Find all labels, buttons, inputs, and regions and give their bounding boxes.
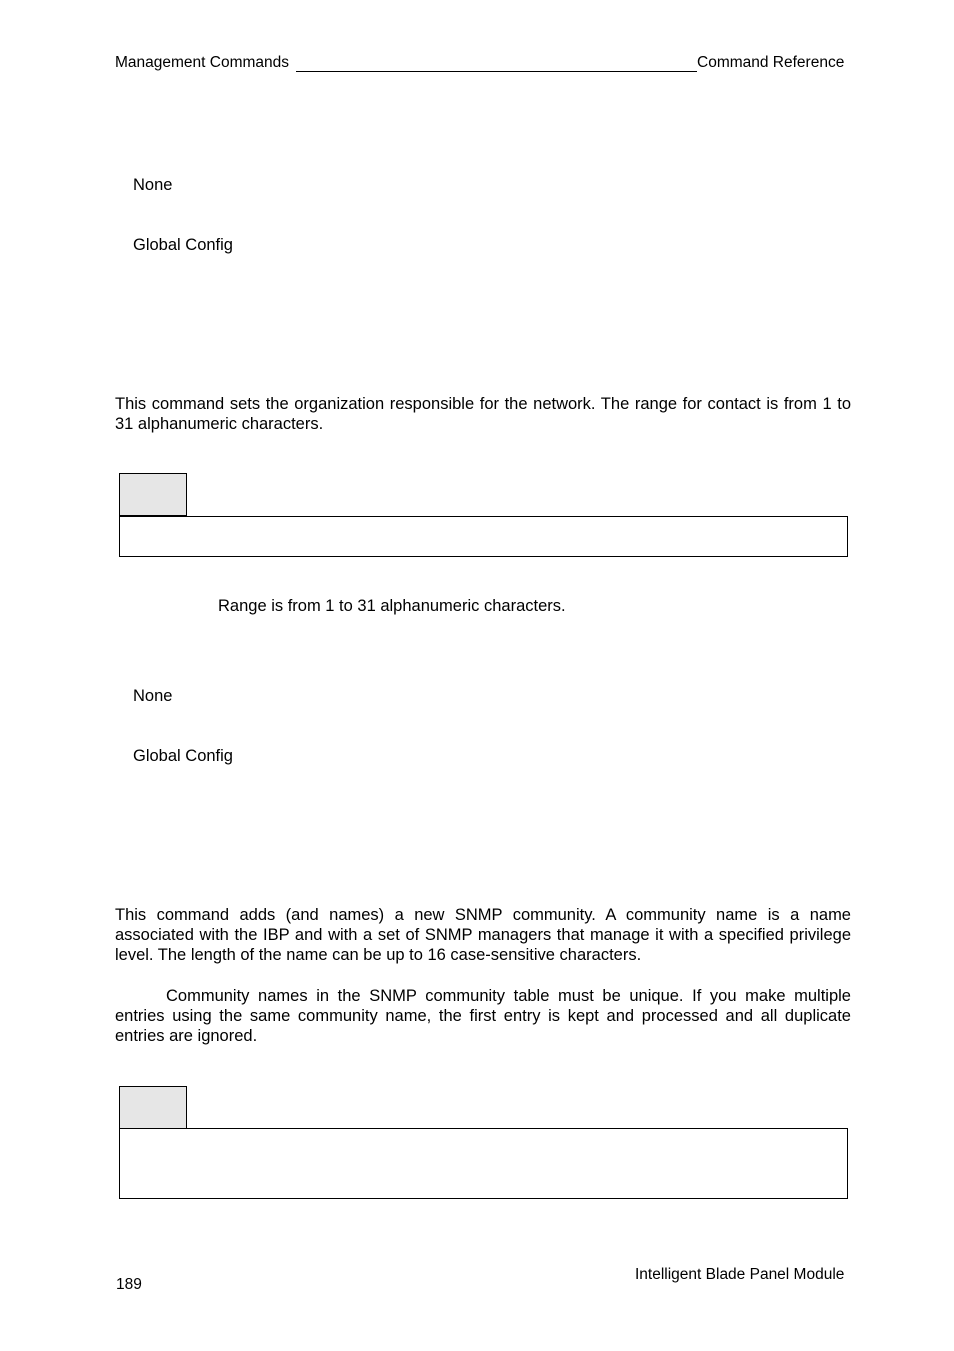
page-number: 189: [116, 1276, 142, 1293]
header-left-title: Management Commands: [115, 54, 290, 71]
format-box: [119, 516, 848, 557]
default-value: None: [133, 176, 173, 194]
command-description: This command adds (and names) a new SNMP community. A community name is a name associated with the IBP and with a set of SNMP managers that manage it with a specified privilege level. The length of the name can be up to 16 case-sensitive characters.: [115, 906, 851, 964]
command-description: This command sets the organization responsible for the network. The range for contact is from 1 to 31 alphanumeric characters.: [115, 395, 851, 433]
note-text: Community names in the SNMP community table must be unique. If you make multiple entries using the same community name, the first entry is kept and processed and all duplicate entries are ignored.: [115, 987, 851, 1045]
header-rule: [296, 71, 697, 72]
product-name: Intelligent Blade Panel Module: [635, 1266, 845, 1283]
command-mode: Global Config: [133, 236, 233, 254]
format-box-tab: [119, 473, 187, 516]
default-value: None: [133, 687, 173, 705]
format-box-tab: [119, 1086, 187, 1129]
parameter-description: Range is from 1 to 31 alphanumeric characters.: [218, 597, 566, 615]
command-mode: Global Config: [133, 747, 233, 765]
format-box: [119, 1128, 848, 1199]
header-right-title: Command Reference: [697, 54, 845, 71]
